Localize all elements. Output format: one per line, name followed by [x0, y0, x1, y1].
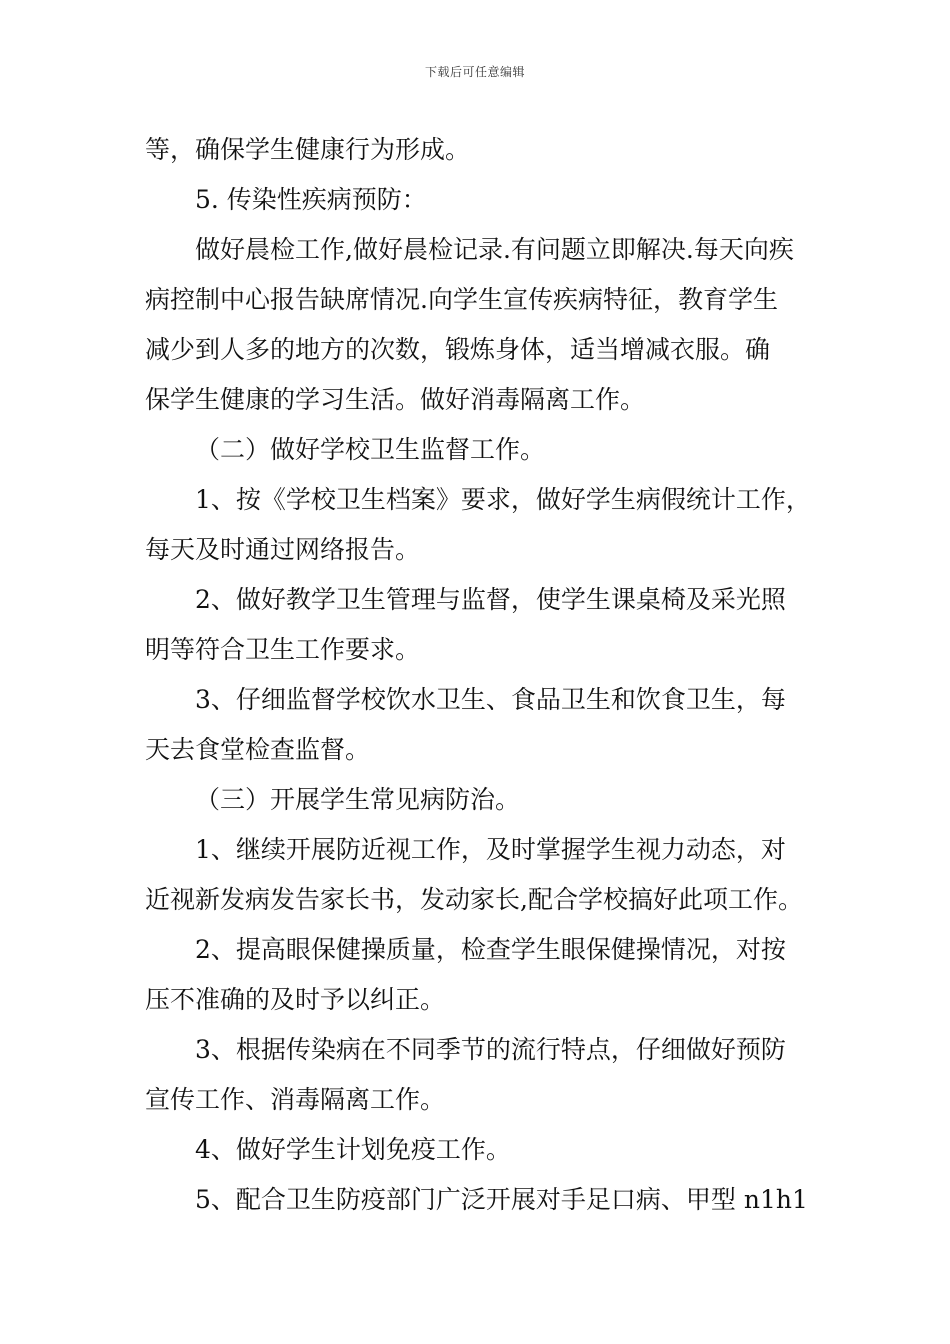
paragraph [145, 675, 825, 775]
paragraph [145, 425, 825, 475]
paragraph [145, 775, 825, 825]
paragraph [145, 1175, 825, 1225]
text-line: 3、仔细监督学校饮水卫生、食品卫生和饮食卫生，每 [195, 685, 786, 714]
page-header-note: 下载后可任意编辑 [424, 65, 525, 79]
text-line: 减少到人多的地方的次数，锻炼身体，适当增减衣服。确 [145, 335, 771, 364]
paragraph [145, 925, 825, 1025]
paragraph [145, 575, 825, 675]
paragraph [145, 1025, 825, 1125]
paragraph [145, 125, 825, 175]
text-line: 近视新发病发告家长书，发动家长,配合学校搞好此项工作。 [145, 885, 803, 914]
paragraph [145, 475, 825, 575]
text-line: 天去食堂检查监督。 [145, 735, 371, 764]
text-line: 1、继续开展防近视工作，及时掌握学生视力动态，对 [195, 835, 786, 864]
text-line: 3、根据传染病在不同季节的流行特点，仔细做好预防 [195, 1035, 786, 1064]
text-line: 等，确保学生健康行为形成。 [145, 135, 471, 164]
text-line: 做好晨检工作,做好晨检记录.有问题立即解决.每天向疾 [195, 235, 794, 264]
text-line: 明等符合卫生工作要求。 [145, 635, 421, 664]
text-line: （三）开展学生常见病防治。 [195, 785, 521, 814]
text-line: 4、做好学生计划免疫工作。 [195, 1135, 511, 1164]
text-line: 5、配合卫生防疫部门广泛开展对手足口病、甲型 n1h1 [195, 1185, 808, 1214]
paragraph [145, 225, 825, 425]
text-line: 压不准确的及时予以纠正。 [145, 985, 446, 1014]
text-line: 5. 传染性疾病预防： [195, 185, 427, 214]
paragraph [145, 1125, 825, 1175]
paragraph [145, 175, 825, 225]
text-line: 2、提高眼保健操质量，检查学生眼保健操情况，对按 [195, 935, 786, 964]
paragraph [145, 825, 825, 925]
text-line: 2、做好教学卫生管理与监督，使学生课桌椅及采光照 [195, 585, 786, 614]
text-line: 每天及时通过网络报告。 [145, 535, 421, 564]
text-line: （二）做好学校卫生监督工作。 [195, 435, 546, 464]
text-line: 1、按《学校卫生档案》要求，做好学生病假统计工作， [195, 485, 811, 514]
text-line: 保学生健康的学习生活。做好消毒隔离工作。 [145, 385, 646, 414]
text-line: 宣传工作、消毒隔离工作。 [145, 1085, 446, 1114]
text-line: 病控制中心报告缺席情况.向学生宣传疾病特征，教育学生 [145, 285, 778, 314]
document-body [145, 125, 825, 1225]
